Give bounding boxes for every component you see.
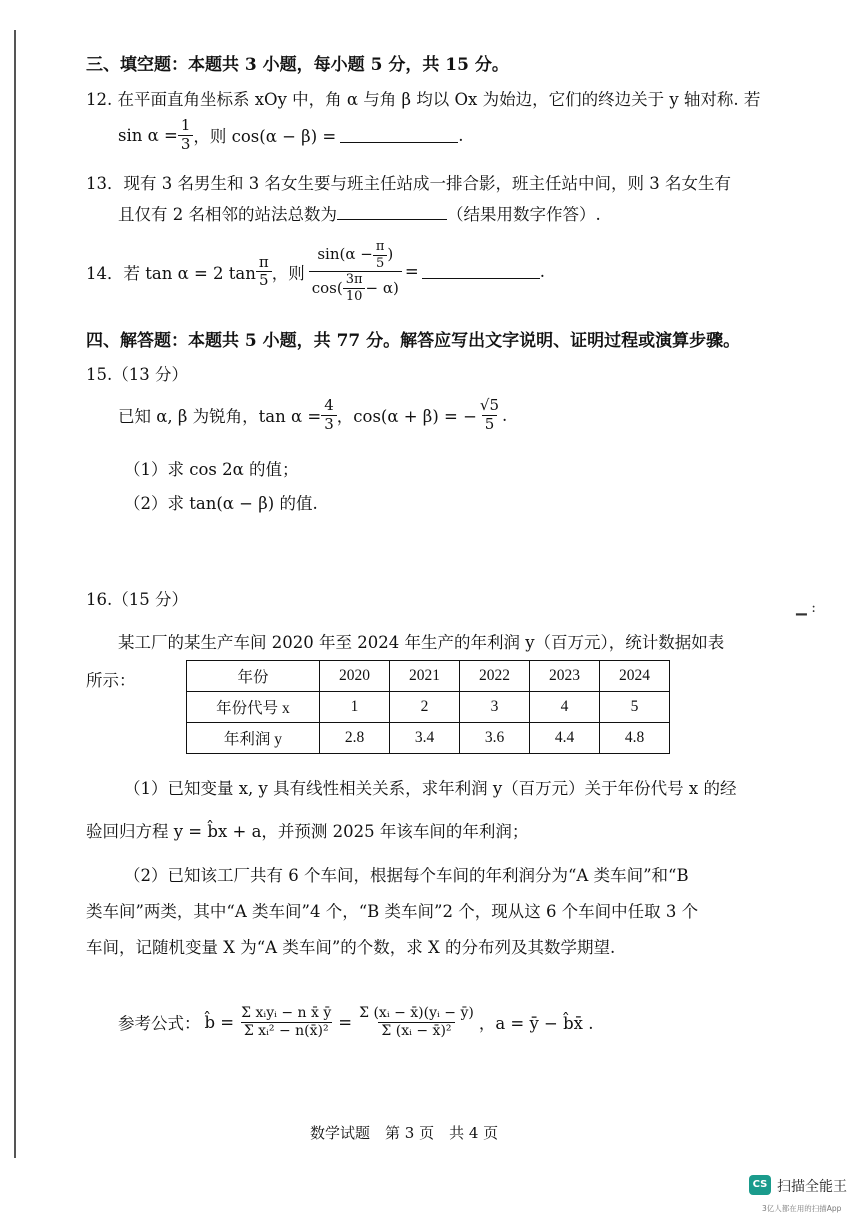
q13-line1: 13．现有 3 名男生和 3 名女生要与班主任站成一排合影，班主任站中间，则 3 名女生有 — [86, 174, 731, 193]
page-footer: 数学试题 第 3 页 共 4 页 — [310, 1124, 499, 1142]
q16-part2-line3: 车间，记随机变量 X 为“A 类车间”的个数，求 X 的分布列及其数学期望. — [86, 938, 616, 957]
q16-part1-line1: （1）已知变量 x, y 具有线性相关关系，求年利润 y（百万元）关于年份代号 x 的经 — [124, 779, 737, 798]
q14-answer-blank[interactable] — [422, 264, 540, 279]
q15-given: 已知 α, β 为锐角，tan α = $\frac{4}{3}$ ，cos(α + β) = − $\frac{√5}{5}$ . — [118, 396, 508, 433]
table-row: 年份代号 x 1 2 3 4 5 — [187, 692, 670, 723]
page-left-edge — [14, 30, 16, 1158]
q12-line1: 12. 在平面直角坐标系 xOy 中，角 α 与角 β 均以 Ox 为始边，它们的终边关于 y 轴对称. 若 — [86, 90, 761, 109]
q15-title: 15.（13 分） — [86, 365, 188, 384]
q16-part1-line2: 验回归方程 y = b̂x + a，并预测 2025 年该车间的年利润； — [86, 822, 529, 841]
q12-fraction: $\frac{1}{3}$ — [178, 118, 194, 153]
watermark-name: 扫描全能王 — [777, 1179, 847, 1195]
table-row: 年份 2020 2021 2022 2023 2024 — [187, 661, 670, 692]
camscanner-logo-icon: CS — [749, 1175, 771, 1195]
section4-heading: 四、解答题：本题共 5 小题，共 77 分。解答应写出文字说明、证明过程或演算步骤。 — [86, 331, 741, 351]
stray-mark: ▁ : — [796, 600, 816, 616]
q12-cos: ，则 cos(α − β) = — [193, 127, 337, 147]
formula-fraction-2: $\frac{\text{Σ (xᵢ − x̄)(yᵢ − ȳ)}}{\text{Σ (xᵢ − x̄)²}}$ — [359, 1004, 474, 1039]
q12-sin: sin α = — [118, 125, 178, 145]
formula-fraction-1: $\frac{\text{Σ xᵢyᵢ − n x̄ ȳ}}{\text{Σ xᵢ² − n(x̄)²}}$ — [241, 1004, 332, 1039]
q14-pi-frac: $\frac{\pi}{5}$ — [256, 255, 272, 290]
q16-part2-line2: 类车间”两类，其中“A 类车间”4 个，“B 类车间”2 个，现从这 6 个车间中任取 3 个 — [86, 902, 699, 921]
q14-big-fraction: sin(α − $\frac{\pi}{5}$ ) cos( $\frac{3\pi}{10}$ − α) — [309, 240, 402, 304]
q14-line: 14．若 tan α = 2 tan $\frac{\pi}{5}$ ，则 sin(α − $\frac{\pi}{5}$ ) cos( $\frac{3\pi}{10}$ − α) = . — [86, 239, 545, 304]
q16-title: 16.（15 分） — [86, 590, 188, 609]
q16-part2-line1: （2）已知该工厂共有 6 个车间，根据每个车间的年利润分为“A 类车间”和“B — [124, 866, 689, 885]
q13-answer-blank[interactable] — [337, 205, 447, 220]
q16-intro-2: 所示： — [86, 671, 136, 690]
q15-part1: （1）求 cos 2α 的值； — [124, 460, 299, 479]
watermark-subtitle: 3亿人都在用的扫描App — [762, 1204, 842, 1213]
q16-intro: 某工厂的某生产车间 2020 年至 2024 年生产的年利润 y（百万元），统计数据如表 — [118, 633, 725, 652]
section3-heading: 三、填空题：本题共 3 小题，每小题 5 分，共 15 分。 — [86, 55, 509, 75]
table-row: 年利润 y 2.8 3.4 3.6 4.4 4.8 — [187, 723, 670, 754]
profit-table — [186, 660, 670, 754]
reference-formula: 参考公式： b̂ = $\frac{\text{Σ xᵢyᵢ − n x̄ ȳ}}{\text{Σ xᵢ² − n(x̄)²}}$ = $\frac{\text{Σ (xᵢ − x̄)(yᵢ − ȳ)}}{\text{Σ (xᵢ − x̄)²}}$ ，a = ȳ − b̂x̄ . — [118, 1004, 594, 1039]
q12-line2: sin α = $\frac{1}{3}$ ，则 cos(α − β) = . — [118, 116, 464, 153]
q12-answer-blank[interactable] — [340, 128, 458, 143]
q13-line2: 且仅有 2 名相邻的站法总数为 （结果用数字作答）. — [118, 205, 601, 224]
q15-part2: （2）求 tan(α − β) 的值. — [124, 494, 318, 513]
